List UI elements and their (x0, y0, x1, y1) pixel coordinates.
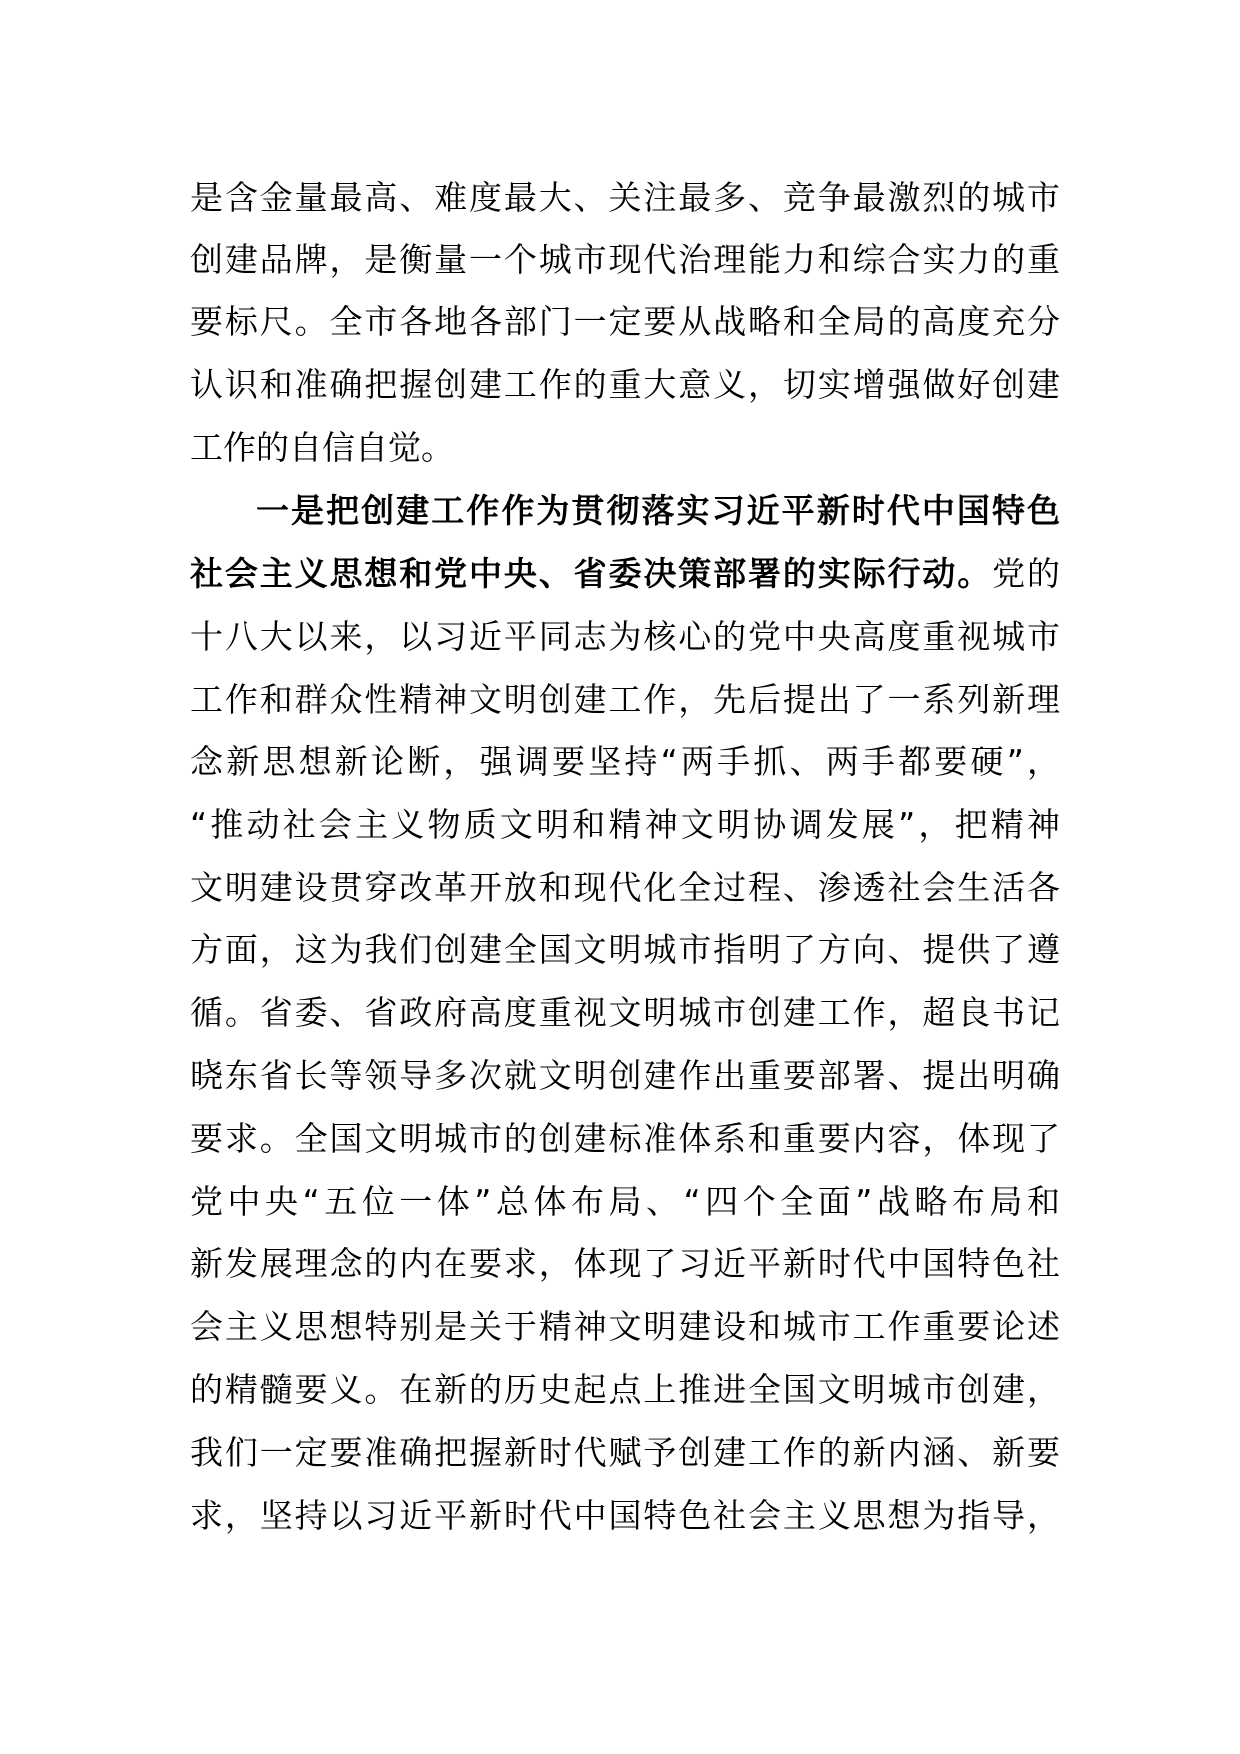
text-segment: 晓东省长等领导多次就文明创建作出重要部署、提出明确 (190, 1056, 1060, 1095)
text-line (190, 1170, 1060, 1234)
text-segment: 新发展理念的内在要求，体现了习近平新时代中国特色社 (190, 1244, 1060, 1283)
text-line (190, 1107, 1060, 1171)
text-line (190, 856, 1060, 920)
text-segment: 工作的自信自觉。 (190, 428, 454, 467)
text-segment: “推动社会主义物质文明和精神文明协调发展”，把精神 (190, 805, 1060, 844)
text-line (190, 1484, 1060, 1548)
text-segment: 认识和准确把握创建工作的重大意义，切实增强做好创建 (190, 365, 1060, 404)
text-line (190, 1295, 1060, 1359)
text-segment: 循。省委、省政府高度重视文明城市创建工作，超良书记 (190, 993, 1060, 1032)
text-line (190, 1232, 1060, 1296)
text-line (190, 1421, 1060, 1485)
text-segment: 的精髓要义。在新的历史起点上推进全国文明城市创建， (190, 1370, 1060, 1409)
text-segment: 念新思想新论断，强调要坚持“两手抓、两手都要硬”， (190, 742, 1060, 781)
section-heading-text: 社会主义思想和党中央、省委决策部署的实际行动。 (190, 554, 993, 593)
text-segment: 十八大以来，以习近平同志为核心的党中央高度重视城市 (190, 617, 1060, 656)
text-line (190, 542, 1060, 606)
text-line (190, 668, 1060, 732)
text-line (190, 1044, 1060, 1108)
text-line (190, 166, 1060, 230)
section-heading-text: 一是把创建工作作为贯彻落实习近平新时代中国特色 (256, 491, 1060, 530)
section-heading-line (256, 479, 1060, 543)
text-line (190, 353, 1060, 417)
text-line (190, 416, 1060, 480)
text-line (190, 605, 1060, 669)
text-line (190, 793, 1060, 857)
text-line (190, 918, 1060, 982)
text-segment: 工作和群众性精神文明创建工作，先后提出了一系列新理 (190, 680, 1060, 719)
text-segment: 文明建设贯穿改革开放和现代化全过程、渗透社会生活各 (190, 868, 1060, 907)
text-segment: 要标尺。全市各地各部门一定要从战略和全局的高度充分 (190, 302, 1060, 341)
text-segment: 创建品牌，是衡量一个城市现代治理能力和综合实力的重 (190, 240, 1060, 279)
text-line (190, 290, 1060, 354)
text-segment: 党中央“五位一体”总体布局、“四个全面”战略布局和 (190, 1182, 1060, 1221)
text-line (190, 1358, 1060, 1422)
text-segment: 方面，这为我们创建全国文明城市指明了方向、提供了遵 (190, 930, 1060, 969)
text-line (190, 981, 1060, 1045)
text-segment: 求，坚持以习近平新时代中国特色社会主义思想为指导， (190, 1496, 1060, 1535)
text-segment: 是含金量最高、难度最大、关注最多、竞争最激烈的城市 (190, 178, 1060, 217)
text-line (190, 228, 1060, 292)
text-segment: 我们一定要准确把握新时代赋予创建工作的新内涵、新要 (190, 1433, 1060, 1472)
text-segment: 会主义思想特别是关于精神文明建设和城市工作重要论述 (190, 1307, 1060, 1346)
text-line (190, 730, 1060, 794)
text-segment: 党的 (992, 554, 1060, 593)
text-segment: 要求。全国文明城市的创建标准体系和重要内容，体现了 (190, 1119, 1060, 1158)
